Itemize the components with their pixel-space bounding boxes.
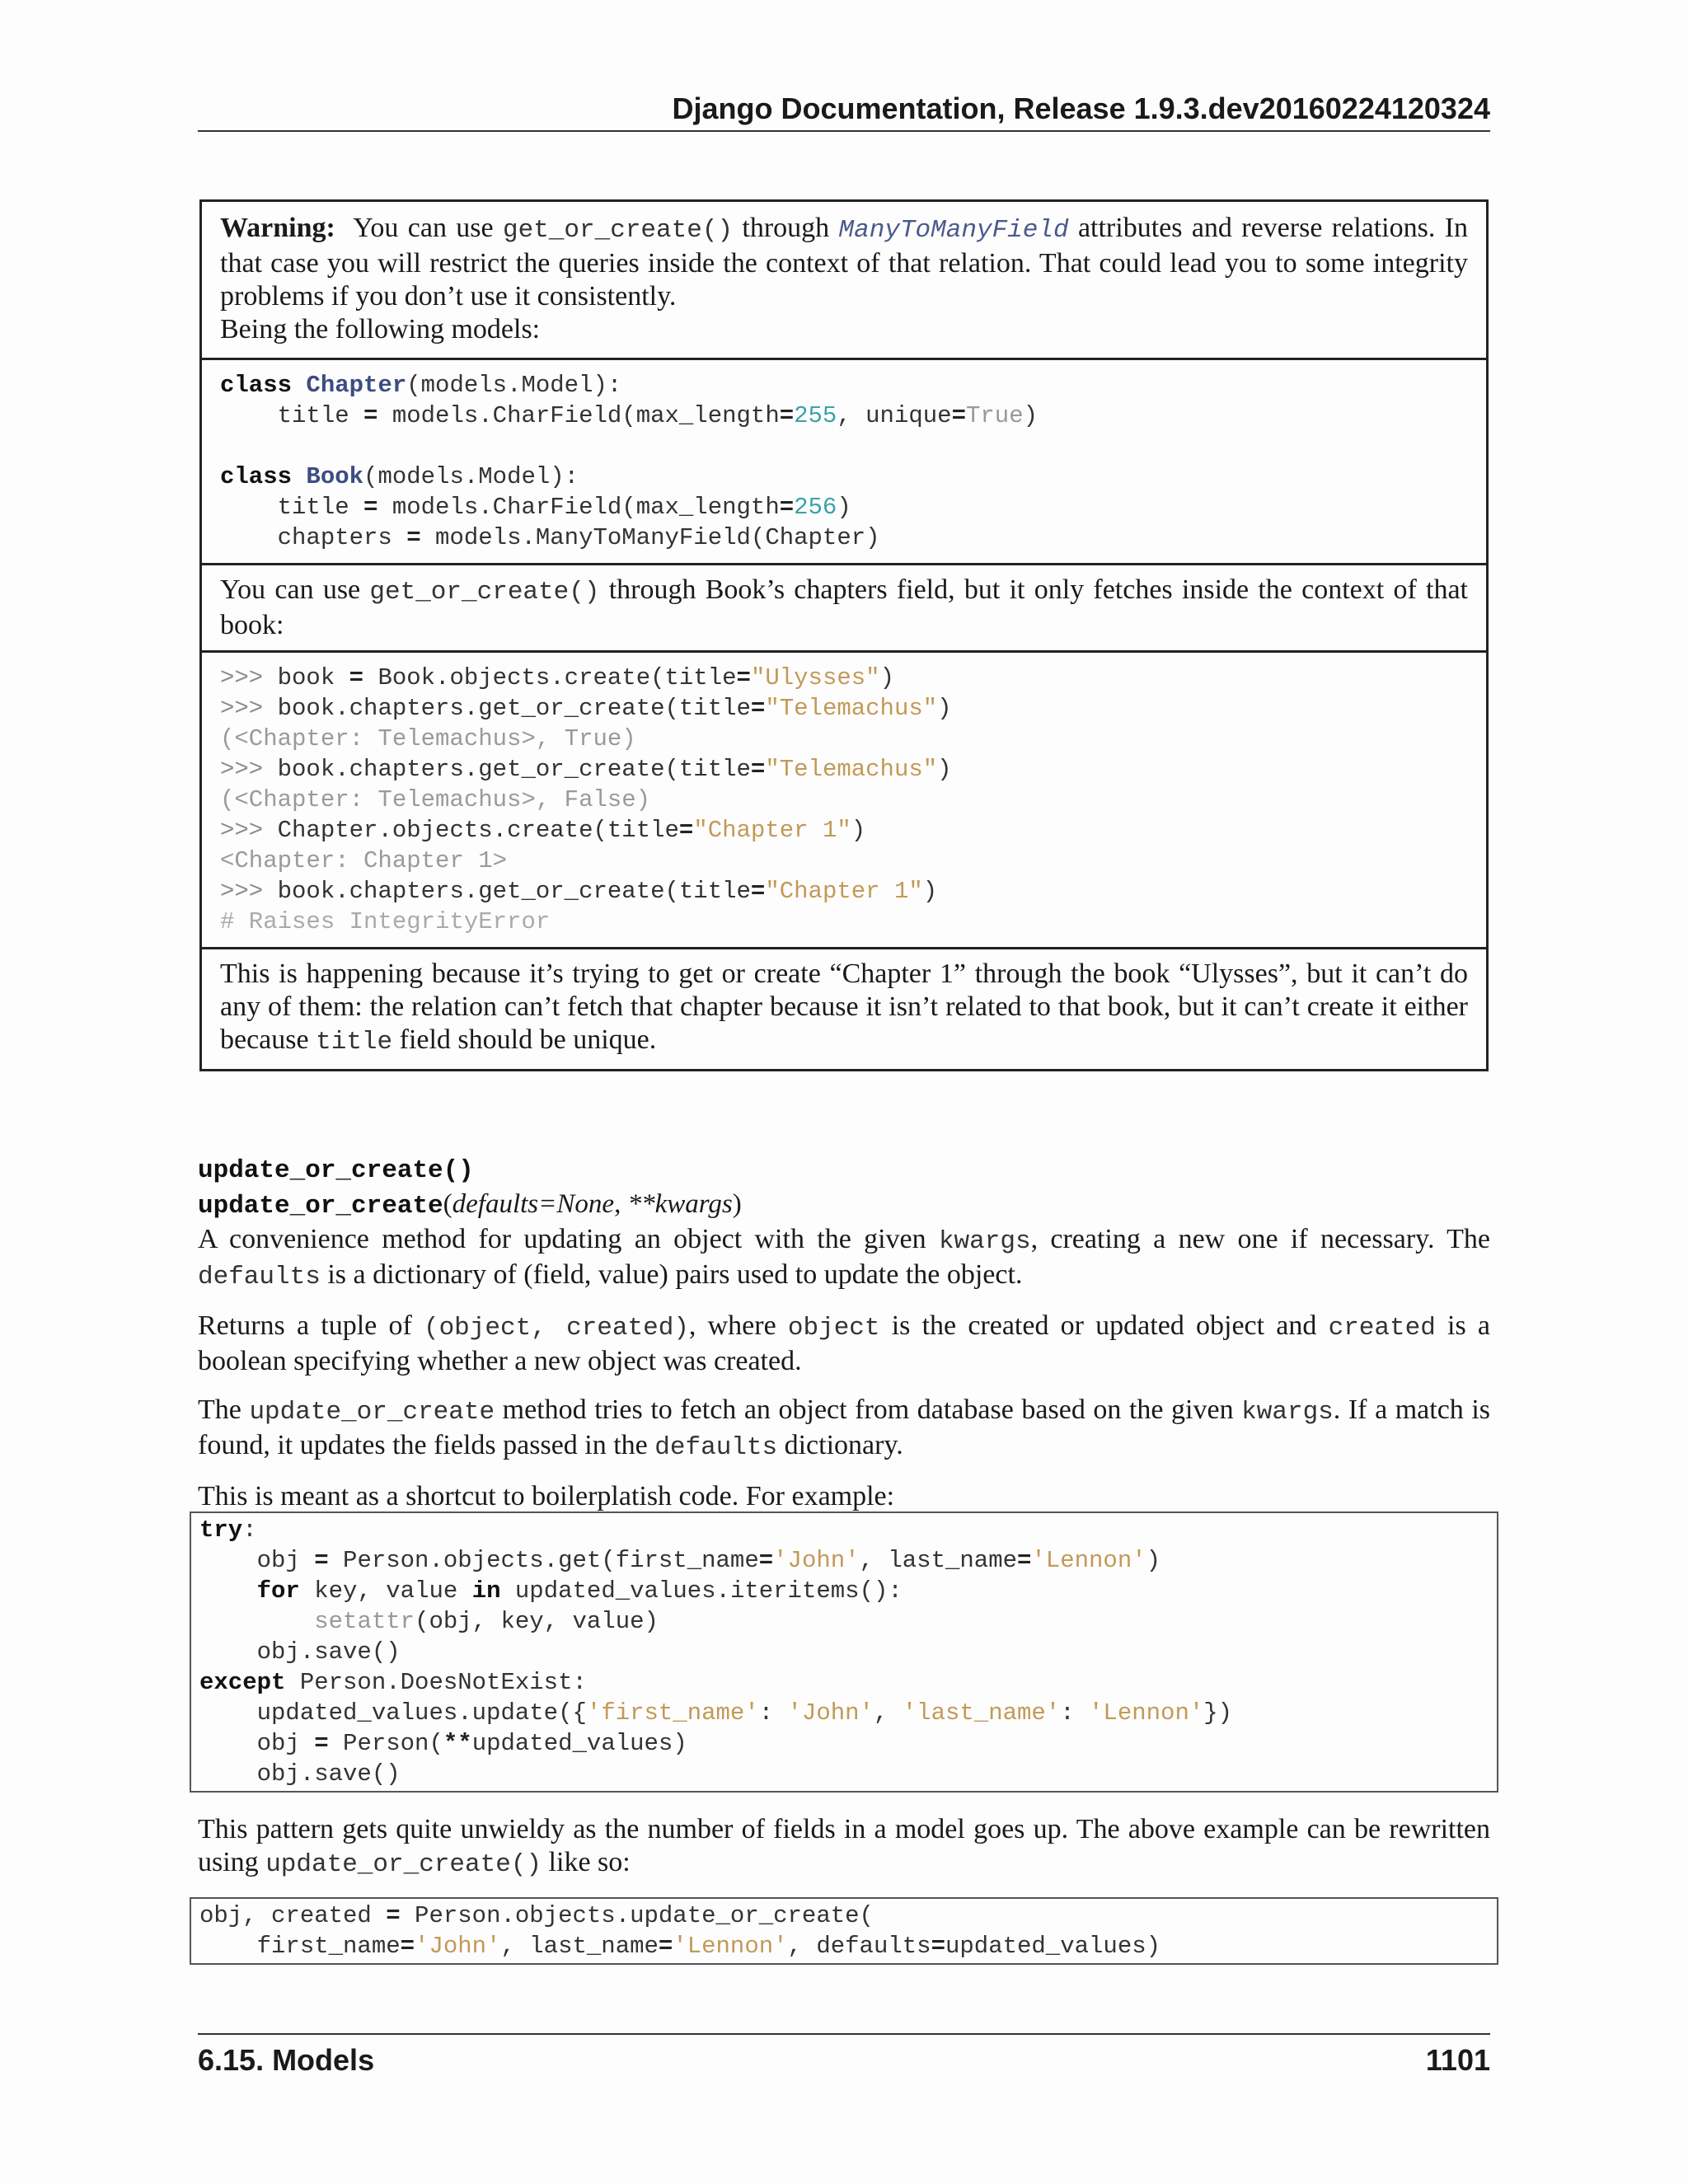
code-token: True: [965, 402, 1024, 429]
code-token: key, value: [299, 1577, 472, 1605]
code-token: (models.Model):: [363, 463, 579, 490]
warning-end: [202, 947, 1486, 1069]
text: You can use: [353, 213, 494, 243]
warning-label: Warning:: [220, 213, 335, 243]
text: field should be unique.: [399, 1024, 657, 1055]
inline-code: get_or_create(): [503, 216, 734, 245]
running-header: Django Documentation, Release 1.9.3.dev20160224120324: [672, 91, 1490, 125]
code-token: Book.objects.create(title: [363, 664, 737, 691]
code-token: obj, created: [199, 1902, 387, 1929]
code-token: (<Chapter: Telemachus>, True): [220, 725, 636, 752]
text: This is happening because it’s trying to get or create “Chapter 1” through the book “Ulysses”, but it can’t do any of them: the relation can’t fetch that chapter because it isn’t related to that book, but it can’t create it either because: [220, 958, 1468, 1055]
text: . If a match is found, it updates the fields passed in the: [198, 1394, 1491, 1460]
code-token: =: [314, 1547, 329, 1574]
inline-code: kwargs: [938, 1227, 1031, 1256]
footer-section-title: 6.15. Models: [198, 2043, 375, 2077]
code-token: "Ulysses": [750, 664, 880, 691]
code-token: =: [779, 402, 795, 429]
code-token: book.chapters.get_or_create(title: [277, 695, 751, 722]
text: through Book’s chapters field, but it only fetches inside the context of that book:: [220, 574, 1468, 640]
code-token: try: [199, 1516, 243, 1544]
code-token: >>>: [220, 756, 278, 783]
code-token: =: [951, 402, 966, 429]
code-token: :: [1060, 1699, 1090, 1727]
code-token: updated_values.iteritems():: [500, 1577, 903, 1605]
code-token: , last_name: [859, 1547, 1017, 1574]
shell-code-block: [220, 663, 1468, 937]
text: attributes and reverse relations. In that case you will restrict the queries inside the context of that relation. That could lead you to some integrity problems if you don’t use it consistently.: [220, 213, 1469, 312]
code-token: title: [220, 402, 364, 429]
code-token: ): [922, 878, 938, 905]
signature-name: update_or_create: [198, 1192, 443, 1221]
code-token: obj.save(): [199, 1638, 401, 1666]
inline-code: update_or_create(): [265, 1850, 542, 1879]
text: You can use: [220, 574, 361, 605]
code-token: 'John': [415, 1933, 501, 1960]
rewrite-code-block: [199, 1900, 1489, 1961]
code-token: Person.objects.update_or_create(: [400, 1902, 874, 1929]
code-token: # Raises IntegrityError: [220, 908, 551, 935]
warning-end-paragraph: [220, 958, 1468, 1059]
models-code-block: [220, 370, 1468, 553]
code-token: in: [471, 1577, 501, 1605]
code-token: updated_values): [945, 1933, 1161, 1960]
code-token: 256: [794, 494, 837, 521]
text: A convenience method for updating an object with the given: [198, 1224, 926, 1254]
text: is a dictionary of (field, value) pairs used to update the object.: [327, 1259, 1023, 1290]
text: method tries to fetch an object from database based on the given: [502, 1394, 1234, 1425]
code-token: , last_name: [500, 1933, 659, 1960]
models-code-section: [202, 358, 1486, 563]
code-token: class: [220, 463, 293, 490]
warning-models-intro: Being the following models:: [220, 314, 541, 344]
text: is a boolean specifying whether a new object was created.: [198, 1310, 1490, 1376]
code-token: chapters: [220, 524, 407, 551]
fetch-paragraph: [198, 1394, 1490, 1465]
text: , creating a new one if necessary. The: [1030, 1224, 1490, 1254]
code-token: =: [678, 817, 694, 844]
code-token: , unique: [837, 402, 952, 429]
code-token: =: [750, 695, 766, 722]
code-token: =: [931, 1933, 945, 1960]
method-anchor-name[interactable]: update_or_create(): [198, 1156, 474, 1185]
warning-paragraph: [220, 212, 1468, 313]
method-signature: [198, 1188, 1490, 1223]
code-token: [292, 463, 306, 490]
code-token: Person.objects.get(first_name: [328, 1547, 759, 1574]
code-token: "Chapter 1": [693, 817, 851, 844]
code-token: setattr: [314, 1608, 415, 1635]
code-token: except: [199, 1669, 286, 1696]
code-token: book.chapters.get_or_create(title: [277, 756, 751, 783]
code-token: >>>: [220, 695, 278, 722]
warning-middle-paragraph: [220, 574, 1468, 642]
inline-code: (object, created): [423, 1314, 689, 1343]
code-token: <Chapter: Chapter 1>: [220, 847, 508, 874]
code-token: models.CharField(max_length: [377, 494, 780, 521]
shortcut-paragraph: This is meant as a shortcut to boilerplatish code. For example:: [198, 1481, 895, 1511]
code-token: =: [386, 1902, 401, 1929]
signature-paren: ): [732, 1189, 742, 1219]
warning-intro: [202, 202, 1486, 358]
code-token: =: [363, 494, 378, 521]
code-token: ): [879, 664, 894, 691]
inline-code: object: [787, 1314, 880, 1343]
code-token: =: [779, 494, 795, 521]
text: This pattern gets quite unwieldy as the number of fields in a model goes up. The above example can be rewritten using: [198, 1814, 1490, 1877]
code-token: title: [220, 494, 364, 521]
code-token: Person(: [328, 1730, 443, 1757]
code-token: (obj, key, value): [415, 1608, 659, 1635]
code-token: book: [277, 664, 349, 691]
inline-code: get_or_create(): [369, 578, 600, 607]
code-token: obj.save(): [199, 1760, 401, 1788]
header-rule: [198, 130, 1490, 132]
inline-code: title: [316, 1028, 393, 1057]
rewrite-code-box: [190, 1897, 1498, 1965]
returns-paragraph: [198, 1310, 1490, 1378]
example-code-box: [190, 1511, 1498, 1793]
code-token: **: [443, 1730, 472, 1757]
code-token: 'last_name': [902, 1699, 1061, 1727]
code-token: Chapter: [306, 372, 407, 399]
code-token: [199, 1577, 257, 1605]
code-token: ): [937, 695, 952, 722]
code-token: =: [658, 1933, 673, 1960]
code-token: [292, 372, 306, 399]
code-token: =: [314, 1730, 329, 1757]
text: through: [742, 213, 830, 243]
code-token: >>>: [220, 878, 278, 905]
signature-param: defaults=None: [452, 1189, 615, 1219]
code-token: models.ManyToManyField(Chapter): [420, 524, 880, 551]
text: is the created or updated object and: [891, 1310, 1317, 1341]
code-token: 'Lennon': [1031, 1547, 1146, 1574]
code-token: ): [1146, 1547, 1161, 1574]
code-token: :: [242, 1516, 257, 1544]
signature-param: **kwargs: [627, 1189, 733, 1219]
code-token: , defaults: [787, 1933, 931, 1960]
code-token: =: [406, 524, 421, 551]
inline-code: kwargs: [1241, 1398, 1334, 1427]
method-description: [198, 1223, 1490, 1294]
warning-middle: [202, 563, 1486, 650]
text: The: [198, 1394, 241, 1425]
code-token: obj: [199, 1730, 315, 1757]
code-token: updated_values): [471, 1730, 687, 1757]
code-token: =: [736, 664, 751, 691]
code-token: [199, 1608, 314, 1635]
code-token: Book: [306, 463, 364, 490]
code-token: =: [1017, 1547, 1032, 1574]
code-token: obj: [199, 1547, 315, 1574]
example-code-block: [199, 1515, 1489, 1789]
code-token: ): [1023, 402, 1039, 429]
update-or-create-section: [198, 1152, 1490, 1513]
text: , where: [688, 1310, 776, 1341]
shell-code-section: [202, 650, 1486, 947]
code-token: :: [758, 1699, 788, 1727]
code-token: 'Lennon': [1089, 1699, 1204, 1727]
code-token: }): [1203, 1699, 1233, 1727]
text: dictionary.: [784, 1430, 903, 1460]
code-token: 'John': [787, 1699, 874, 1727]
code-token: for: [256, 1577, 300, 1605]
code-token: =: [758, 1547, 774, 1574]
warning-admonition: [199, 199, 1489, 1071]
code-token: >>>: [220, 664, 278, 691]
code-token: =: [750, 756, 766, 783]
code-token: =: [750, 878, 766, 905]
code-token: models.CharField(max_length: [377, 402, 780, 429]
code-token: first_name: [199, 1933, 401, 1960]
text: like so:: [548, 1847, 631, 1877]
inline-code: defaults: [654, 1433, 778, 1462]
code-token: (<Chapter: Telemachus>, False): [220, 786, 651, 813]
inline-code: update_or_create: [249, 1398, 495, 1427]
code-token: 'John': [773, 1547, 860, 1574]
footer-rule: [198, 2033, 1490, 2035]
code-token: (models.Model):: [406, 372, 622, 399]
manytomanyfield-link[interactable]: ManyToManyField: [838, 216, 1069, 245]
code-token: ,: [873, 1699, 903, 1727]
code-token: book.chapters.get_or_create(title: [277, 878, 751, 905]
code-token: ): [837, 494, 851, 521]
code-token: ): [851, 817, 866, 844]
code-token: Person.DoesNotExist:: [285, 1669, 587, 1696]
signature-paren: (: [443, 1189, 452, 1219]
code-token: 'Lennon': [673, 1933, 788, 1960]
signature-sep: ,: [614, 1189, 628, 1219]
code-token: "Chapter 1": [765, 878, 923, 905]
unwieldy-paragraph: [198, 1813, 1490, 1882]
inline-code: created: [1328, 1314, 1436, 1343]
code-token: class: [220, 372, 293, 399]
method-heading: [198, 1152, 1490, 1188]
code-token: ): [937, 756, 952, 783]
code-token: 255: [794, 402, 837, 429]
footer-page-number: 1101: [1425, 2043, 1490, 2077]
code-token: >>>: [220, 817, 278, 844]
code-token: "Telemachus": [765, 695, 938, 722]
inline-code: defaults: [198, 1263, 321, 1291]
code-token: updated_values.update({: [199, 1699, 587, 1727]
code-token: =: [400, 1933, 415, 1960]
code-token: =: [349, 664, 364, 691]
code-token: "Telemachus": [765, 756, 938, 783]
text: Returns a tuple of: [198, 1310, 412, 1341]
code-token: 'first_name': [586, 1699, 759, 1727]
code-token: Chapter.objects.create(title: [277, 817, 679, 844]
code-token: =: [363, 402, 378, 429]
